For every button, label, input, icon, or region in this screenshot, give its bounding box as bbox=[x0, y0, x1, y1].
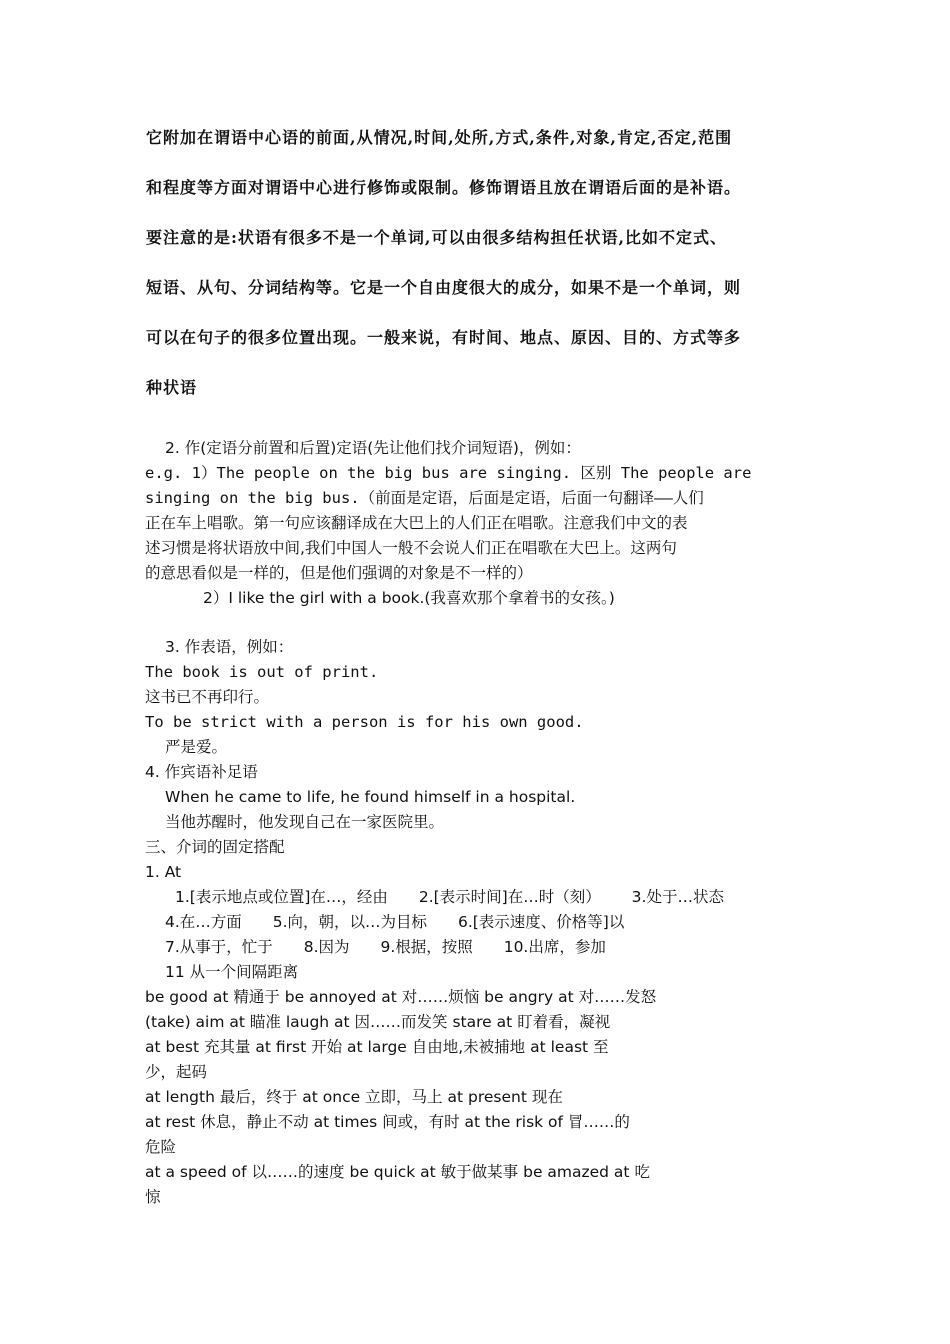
document-body bbox=[145, 436, 810, 1210]
text-line: 正在车上唱歌。第一句应该翻译成在大巴上的人们正在唱歌。注意我们中文的表 bbox=[145, 514, 688, 532]
phrase-line: at best 充其量 at first 开始 at large 自由地,未被捕地 at least 至 bbox=[145, 1038, 609, 1056]
translation: 当他苏醒时，他发现自己在一家医院里。 bbox=[165, 813, 445, 831]
meaning-item: 6.[表示速度、价格等]以 bbox=[457, 913, 625, 931]
meaning-row bbox=[145, 885, 810, 910]
phrase-line: be good at 精通于 be annoyed at 对……烦恼 be angry at 对……发怒 bbox=[145, 988, 657, 1006]
example-line: 2）I like the girl with a book.(我喜欢那个拿着书的女孩。) bbox=[203, 589, 615, 607]
meaning-item: 4.在…方面 bbox=[165, 913, 242, 931]
phrase-line: 少，起码 bbox=[145, 1063, 208, 1081]
meaning-item: 11 从一个间隔距离 bbox=[165, 963, 299, 981]
phrase-line: 惊 bbox=[145, 1188, 161, 1206]
text-line: 短语、从句、分词结构等。它是一个自由度很大的成分，如果不是一个单词，则 bbox=[146, 278, 742, 297]
meaning-item: 3.处于…状态 bbox=[631, 888, 724, 906]
example-sentence: To be strict with a person is for his own good. bbox=[145, 713, 584, 731]
meaning-row bbox=[145, 960, 810, 985]
text-line: 的意思看似是一样的，但是他们强调的对象是不一样的） bbox=[145, 564, 533, 582]
meaning-item: 9.根据，按照 bbox=[380, 938, 473, 956]
text-line: e.g. 1）The people on the big bus are singing. 区别 The people are bbox=[145, 464, 752, 482]
text-line: singing on the big bus.（前面是定语，后面是定语，后面一句翻译——人们 bbox=[145, 489, 704, 507]
meaning-row bbox=[145, 910, 810, 935]
phrase-line: 危险 bbox=[145, 1138, 177, 1156]
section-2-heading: 2. 作(定语分前置和后置)定语(先让他们找介词短语)，例如： bbox=[165, 439, 581, 457]
text-line: 要注意的是:状语有很多不是一个单词,可以由很多结构担任状语,比如不定式、 bbox=[146, 228, 728, 247]
phrase-line: at length 最后，终于 at once 立即，马上 at present 现在 bbox=[145, 1088, 563, 1106]
text-line: 可以在句子的很多位置出现。一般来说，有时间、地点、原因、目的、方式等多 bbox=[146, 328, 742, 347]
section-4-heading: 4. 作宾语补足语 bbox=[145, 763, 258, 781]
meaning-item: 2.[表示时间]在…时（刻） bbox=[418, 888, 601, 906]
meaning-item: 5.向，朝，以…为目标 bbox=[272, 913, 428, 931]
section-fixed-heading: 三、介词的固定搭配 bbox=[145, 838, 285, 856]
text-line: 它附加在谓语中心语的前面,从情况,时间,处所,方式,条件,对象,肯定,否定,范围 bbox=[146, 128, 733, 147]
subsection-heading: 1. At bbox=[145, 863, 182, 881]
meaning-item: 1.[表示地点或位置]在…，经由 bbox=[175, 888, 388, 906]
meaning-row bbox=[145, 935, 810, 960]
meaning-item: 7.从事于，忙于 bbox=[165, 938, 273, 956]
translation: 严是爱。 bbox=[165, 738, 228, 756]
text-line: 述习惯是将状语放中间,我们中国人一般不会说人们正在唱歌在大巴上。这两句 bbox=[145, 539, 677, 557]
meaning-item: 10.出席，参加 bbox=[503, 938, 606, 956]
spacer bbox=[145, 611, 810, 635]
meaning-item: 8.因为 bbox=[303, 938, 350, 956]
phrase-line: at a speed of 以……的速度 be quick at 敏于做某事 be amazed at 吃 bbox=[145, 1163, 650, 1181]
text-line: 种状语 bbox=[146, 378, 198, 397]
example-sentence: When he came to life, he found himself in a hospital. bbox=[165, 788, 576, 806]
text-line: 和程度等方面对谓语中心进行修饰或限制。修饰谓语且放在谓语后面的是补语。 bbox=[146, 178, 742, 197]
example-sentence: The book is out of print. bbox=[145, 663, 379, 681]
adverbial-explanation bbox=[146, 124, 816, 424]
phrase-line: at rest 休息，静止不动 at times 间或，有时 at the risk of 冒……的 bbox=[145, 1113, 630, 1131]
phrase-line: (take) aim at 瞄准 laugh at 因……而发笑 stare at 盯着看，凝视 bbox=[145, 1013, 611, 1031]
translation: 这书已不再印行。 bbox=[145, 688, 270, 706]
section-3-heading: 3. 作表语，例如： bbox=[165, 638, 294, 656]
